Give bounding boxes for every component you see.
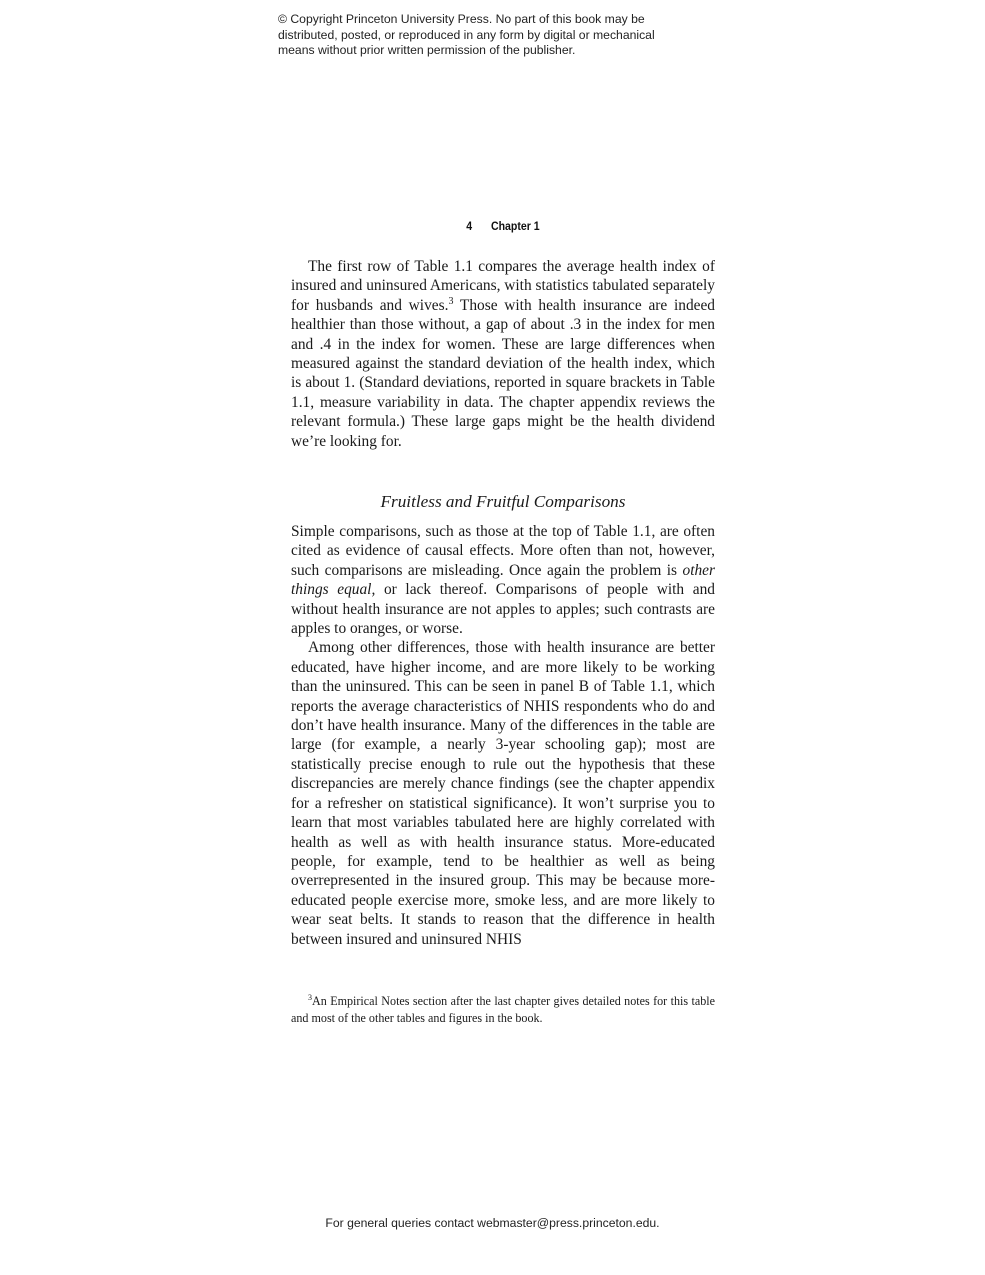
copyright-line: © Copyright Princeton University Press. No part of this book may be <box>278 12 645 26</box>
footnote-text: An Empirical Notes section after the last chapter gives detailed notes for this table and most of the other tables and figures in the book. <box>291 994 715 1025</box>
section-body <box>291 522 715 949</box>
paragraph-text: Those with health insurance are indeed healthier than those without, a gap of about .3 in the index for men and .4 in the index for women. These are large differences when measured against the standard deviation of the health index, which is about 1. (Standard deviations, reported in square brackets in Table 1.1, measure variability in data. The chapter appendix reviews the relevant formula.) These large gaps might be the health dividend we’re looking for. <box>291 296 715 450</box>
paragraph-simple-comparisons <box>291 522 715 638</box>
paragraph-other-differences: Among other differences, those with health insurance are better educated, have higher income, and are more likely to be working than the uninsured. This can be seen in panel B of Table 1.1, which reports the average characteristics of NHIS respondents who do and don’t have health insurance. Many of the differences in the table are large (for example, a nearly 3-year schooling gap); most are statistically precise enough to rule out the hypothesis that these discrepancies are merely chance findings (see the chapter appendix for a refresher on statistical significance). It won’t surprise you to learn that most variables tabulated here are highly correlated with health as well as with health insurance status. More-educated people, for example, tend to be healthier as well as being overrepresented in the insured group. This may be because more-educated people exercise more, smoke less, and are more likely to wear seat belts. It stands to reason that the difference in health between insured and uninsured NHIS <box>291 639 715 948</box>
copyright-line: means without prior written permission of the publisher. <box>278 43 576 58</box>
footer-contact: For general queries contact webmaster@press.princeton.edu. <box>325 1216 660 1230</box>
page-number: 4 <box>466 219 473 233</box>
paragraph-text: The first row of Table 1.1 compares the average health index of insured and uninsured Americans, with statistics tabulated separately for husbands and wives. <box>291 258 715 314</box>
paragraph-text: or lack thereof. Comparisons of people with and without health insurance are not apples to apples; such contrasts are apples to oranges, or worse. <box>291 581 715 638</box>
copyright-line: distributed, posted, or reproduced in any form by digital or mechanical <box>278 27 655 42</box>
paragraph-health-index <box>291 257 715 451</box>
chapter-label: Chapter 1 <box>490 219 540 233</box>
emphasis-text: other things equal, <box>291 561 715 599</box>
running-head <box>316 219 689 233</box>
footnote-reference[interactable]: 3 <box>448 295 454 307</box>
paragraph-text: Simple comparisons, such as those at the top of Table 1.1, are often cited as evidence of causal effects. More often than not, however, such comparisons are misleading. Once again the problem is <box>291 523 715 579</box>
footnote-marker: 3 <box>308 993 312 1002</box>
section-heading: Fruitless and Fruitful Comparisons <box>380 492 626 511</box>
footnote <box>291 993 715 1027</box>
copyright-notice <box>278 12 698 59</box>
